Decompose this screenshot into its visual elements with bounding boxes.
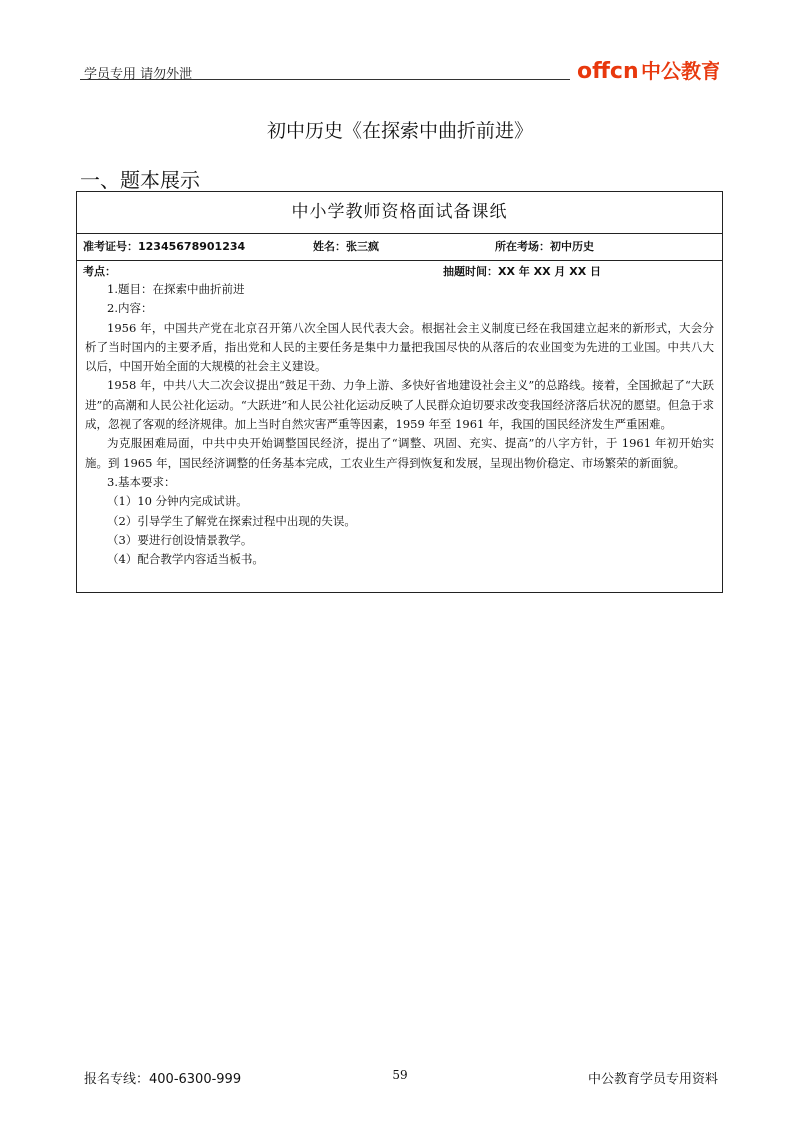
- requirement-item: （1）10 分钟内完成试讲。: [107, 494, 248, 509]
- offcn-logo-mark: [577, 54, 719, 84]
- content-paragraph: 1956 年，中国共产党在北京召开第八次全国人民代表大会。根据社会主义制度已经在我国建立起来的新形式，大会分析了当时国内的主要矛盾，指出党和人民的主要任务是集中力量把我国尽快的从落后的农业国变为先进的工业国。中共八大以后，中国开始全面的大规模的社会主义建设。: [85, 320, 714, 374]
- content-paragraph: 为克服困难局面，中共中央开始调整国民经济，提出了“调整、巩固、充实、提高”的八字方针，于 1961 年初开始实施。到 1965 年，国民经济调整的任务基本完成，工农业生产得到恢复和发展，呈现出物价稳定、市场繁荣的新面貌。: [85, 436, 714, 470]
- requirement-item: （4）配合教学内容适当板书。: [107, 552, 264, 567]
- logo-latin-text: offcn: [577, 59, 639, 84]
- registration-hotline: 报名专线：400-6300-999: [84, 1072, 242, 1087]
- form-title: 中小学教师资格面试备课纸: [291, 202, 508, 222]
- header-note: 学员专用 请勿外泄: [84, 67, 193, 82]
- requirement-item: （3）要进行创设情景教学。: [107, 532, 253, 547]
- requirements-label: 3.基本要求：: [107, 474, 176, 489]
- topic-line: 1.题目：在探索中曲折前进: [107, 282, 245, 296]
- page-number: 59: [392, 1068, 408, 1082]
- header-rule: [80, 79, 570, 80]
- section-heading: 一、题本展示: [80, 168, 200, 192]
- key-points-row: [77, 263, 722, 280]
- form-body: [77, 261, 722, 569]
- content-label: 2.内容：: [107, 301, 153, 316]
- candidate-name: 姓名：张三疯: [313, 240, 379, 253]
- key-points-label: 考点：: [83, 265, 116, 278]
- draw-time: 抽题时间：XX 年 XX 月 XX 日: [443, 265, 602, 278]
- content-paragraph: 1958 年，中共八大二次会议提出“鼓足干劲、力争上游、多快好省地建设社会主义”的总路线。接着，全国掀起了“大跃进”的高潮和人民公社化运动。“大跃进”和人民公社化运动反映了人民群众迫切要求改变我国经济落后状况的愿望。但急于求成，忽视了客观的经济规律。加上当时自然灾害严重等因素，1959 年至 1961 年，我国的国民经济发生严重困难。: [85, 378, 714, 432]
- lesson-prep-form: [76, 191, 723, 593]
- candidate-info-row: [77, 233, 722, 261]
- logo-cn-text: 中公教育: [641, 59, 719, 83]
- requirement-item: （2）引导学生了解党在探索过程中出现的失误。: [107, 513, 356, 528]
- material-note: 中公教育学员专用资料: [587, 1072, 718, 1087]
- offcn-logo: [577, 54, 719, 84]
- exam-venue: 所在考场：初中历史: [495, 240, 594, 253]
- exam-id: 准考证号：12345678901234: [83, 240, 246, 253]
- document-title: 初中历史《在探索中曲折前进》: [266, 120, 533, 142]
